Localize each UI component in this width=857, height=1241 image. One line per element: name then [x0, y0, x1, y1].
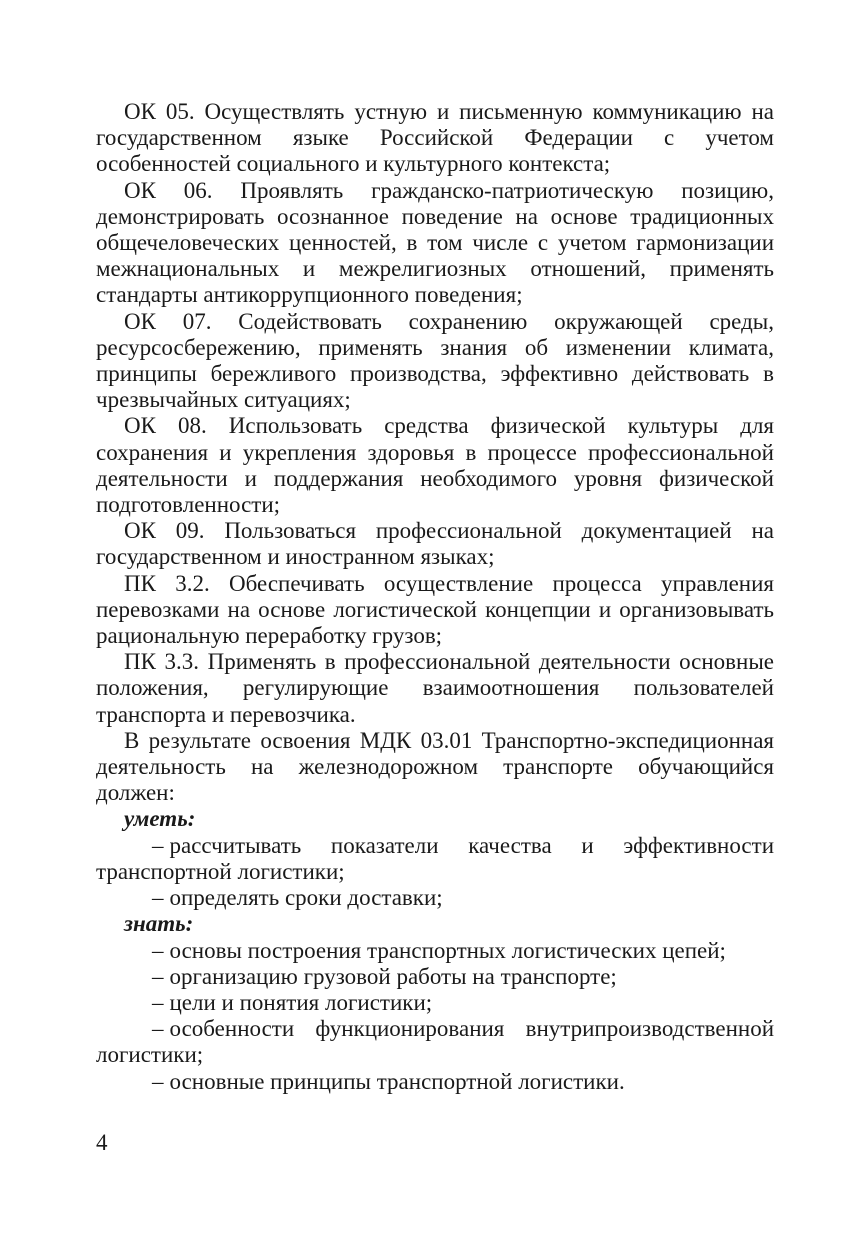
list-item — [96, 1016, 774, 1068]
list-item — [96, 938, 774, 964]
dash-icon: – — [152, 1068, 164, 1094]
paragraph-pk33: ПК 3.3. Применять в профессиональной деятельности основные положения, регулирующие взаимоотношения пользователей транспорта и перевозчика. — [96, 649, 774, 727]
skills-heading: уметь: — [124, 806, 196, 832]
dash-icon: – — [152, 1016, 164, 1042]
list-item-text: организацию грузовой работы на транспорте; — [169, 963, 617, 989]
knowledge-heading: знать: — [124, 911, 194, 937]
list-item-text: особенности функционирования внутрипроизводственной логистики; — [96, 1016, 774, 1068]
dash-icon: – — [152, 885, 164, 911]
list-item — [96, 990, 774, 1016]
paragraph-result-intro: В результате освоения МДК 03.01 Транспортно-экспедиционная деятельность на железнодорожном транспорте обучающийся должен: — [96, 727, 774, 806]
paragraph-ok09: ОК 09. Пользоваться профессиональной документацией на государственном и иностранном языках; — [96, 518, 774, 570]
paragraph-ok05: ОК 05. Осуществлять устную и письменную коммуникацию на государственном языке Российской Федерации с учетом особенностей социального и культурного контекста; — [96, 99, 774, 177]
page-number: 4 — [96, 1130, 108, 1155]
list-item-text: цели и понятия логистики; — [169, 989, 433, 1015]
paragraph-ok07: ОК 07. Содействовать сохранению окружающей среды, ресурсосбережению, применять знания об изменении климата, принципы бережливого производства, эффективно действовать в чрезвычайных ситуациях; — [96, 308, 774, 413]
list-item — [96, 885, 774, 911]
list-item — [96, 833, 774, 885]
list-item-text: основы построения транспортных логистических цепей; — [169, 937, 726, 963]
list-item-text: основные принципы транспортной логистики. — [169, 1068, 625, 1094]
dash-icon: – — [152, 963, 164, 989]
dash-icon: – — [152, 937, 164, 963]
list-item-text: рассчитывать показатели качества и эффективности транспортной логистики; — [96, 832, 774, 884]
list-item — [96, 1069, 774, 1095]
page-body — [96, 99, 774, 1095]
list-item-text: определять сроки доставки; — [169, 885, 443, 911]
dash-icon: – — [152, 832, 164, 858]
list-item — [96, 964, 774, 990]
paragraph-ok08: ОК 08. Использовать средства физической культуры для сохранения и укрепления здоровья в процессе профессиональной деятельности и поддержания необходимого уровня физической подготовленности; — [96, 413, 774, 518]
paragraph-ok06: ОК 06. Проявлять гражданско-патриотическую позицию, демонстрировать осознанное поведение на основе традиционных общечеловеческих ценностей, в том числе с учетом гармонизации межнациональных и межрелигиозных отношений, применять стандарты антикоррупционного поведения; — [96, 177, 774, 308]
dash-icon: – — [152, 989, 164, 1015]
paragraph-pk32: ПК 3.2. Обеспечивать осуществление процесса управления перевозками на основе логистической концепции и организовывать рациональную переработку грузов; — [96, 570, 774, 649]
